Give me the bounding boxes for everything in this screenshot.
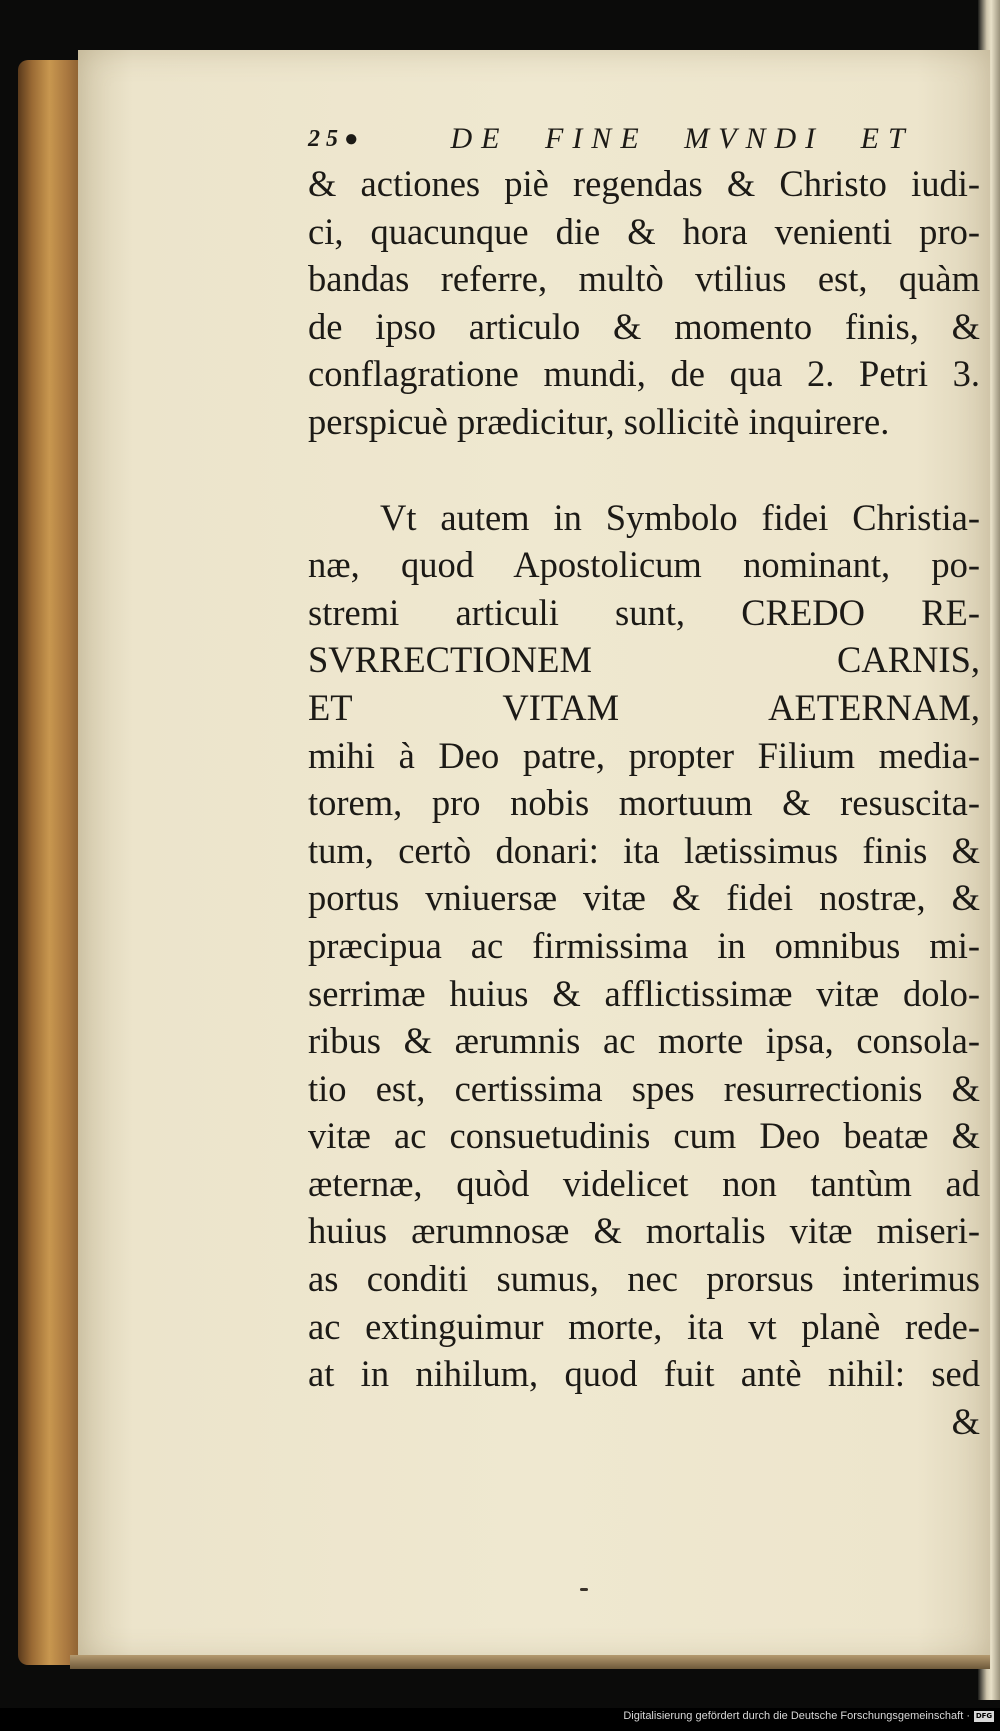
text-line: SVRRECTIONEM CARNIS, xyxy=(308,639,980,681)
text-line: conflagratione mundi, de qua 2. Petri 3. xyxy=(308,353,980,395)
page-bottom-edge xyxy=(70,1655,990,1669)
text-line: stremi articuli sunt, CREDO RE- xyxy=(308,591,980,633)
text-line: as conditi sumus, nec prorsus interimus xyxy=(308,1258,980,1300)
paragraph-1 xyxy=(308,160,980,446)
text-line: tio est, certissima spes resurrectionis & xyxy=(308,1067,980,1109)
text-line: mihi à Deo patre, propter Filium media- xyxy=(308,734,980,776)
ink-mark xyxy=(580,1588,588,1591)
text-line: ci, quacunque die & hora venienti pro- xyxy=(308,210,980,252)
text-line: præcipua ac firmissima in omnibus mi- xyxy=(308,924,980,966)
text-line: portus vniuersæ vitæ & fidei nostræ, & xyxy=(308,877,980,919)
text-line: tum, certò donari: ita lætissimus finis & xyxy=(308,829,980,871)
text-block xyxy=(308,118,980,1445)
text-line: ribus & ærumnis ac morte ipsa, consola- xyxy=(308,1020,980,1062)
text-line: næ, quod Apostolicum nominant, po- xyxy=(308,544,980,586)
text-line: torem, pro nobis mortuum & resuscita- xyxy=(308,782,980,824)
text-line: ET VITAM AETERNAM, xyxy=(308,686,980,728)
text-line: at in nihilum, quod fuit antè nihil: sed xyxy=(308,1353,980,1395)
text-line: serrimæ huius & afflictissimæ vitæ dolo- xyxy=(308,972,980,1014)
text-line: huius ærumnosæ & mortalis vitæ miseri- xyxy=(308,1210,980,1252)
text-line: æternæ, quòd videlicet non tantùm ad xyxy=(308,1162,980,1204)
paragraph-2 xyxy=(308,494,980,1398)
text-line: de ipso articulo & momento finis, & xyxy=(308,305,980,347)
text-line: perspicuè prædicitur, sollicitè inquirere. xyxy=(308,400,890,442)
dfg-logo: DFG xyxy=(975,1712,993,1720)
text-line: & actiones piè regendas & Christo iudi- xyxy=(308,163,980,204)
text-line: bandas referre, multò vtilius est, quàm xyxy=(308,258,980,300)
text-line: vitæ ac consuetudinis cum Deo beatæ & xyxy=(308,1115,980,1157)
page-header xyxy=(308,118,980,160)
digitization-credit: Digitalisierung gefördert durch die Deutsche Forschungsgemeinschaft · xyxy=(623,1710,970,1722)
running-title: DE FINE MVNDI ET xyxy=(450,122,914,155)
text-line: Vt autem in Symbolo fidei Christia- xyxy=(380,496,980,538)
text-line: ac extinguimur morte, ita vt planè rede- xyxy=(308,1305,980,1347)
page-number: 25● xyxy=(308,125,365,152)
catchword: & xyxy=(951,1400,980,1442)
